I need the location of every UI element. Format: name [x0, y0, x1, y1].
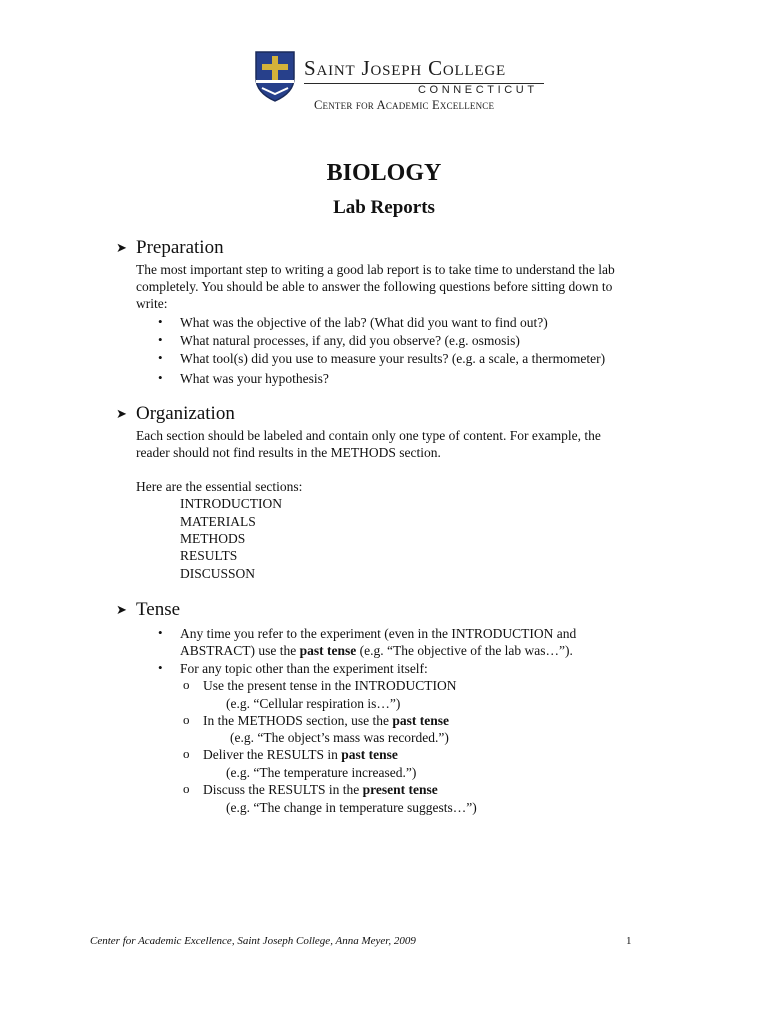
- college-state: CONNECTICUT: [418, 84, 538, 96]
- paragraph-line: Each section should be labeled and contain only one type of content. For example, the: [136, 428, 601, 443]
- example: (e.g. “The object’s mass was recorded.”): [230, 730, 449, 745]
- emphasis: past tense: [341, 747, 398, 762]
- section-arrow-icon: ➤: [116, 602, 127, 617]
- text-run: Use the present tense in the INTRODUCTION: [203, 678, 457, 693]
- paragraph-line: write:: [136, 296, 168, 311]
- section-arrow-icon: ➤: [116, 240, 127, 255]
- bullet-icon: •: [158, 625, 163, 640]
- emphasis: present tense: [362, 782, 438, 797]
- college-logo: [254, 50, 554, 115]
- page-number: 1: [626, 935, 632, 947]
- example: (e.g. “Cellular respiration is…”): [226, 696, 401, 711]
- list-item: What natural processes, if any, did you observe? (e.g. osmosis): [180, 333, 520, 348]
- page-subtitle: Lab Reports: [333, 197, 435, 218]
- text-run: Deliver the RESULTS in: [203, 747, 342, 762]
- college-shield-icon: [254, 50, 296, 102]
- list-item: INTRODUCTION: [180, 496, 282, 511]
- section-heading-tense: Tense: [136, 599, 181, 620]
- list-item: What was the objective of the lab? (What did you want to find out?): [180, 315, 548, 330]
- bullet-icon: •: [158, 314, 163, 329]
- list-item: Any time you refer to the experiment (even in the INTRODUCTION and: [180, 626, 577, 641]
- list-item: METHODS: [180, 531, 246, 546]
- bullet-icon: •: [158, 350, 163, 365]
- list-item: What tool(s) did you use to measure your results? (e.g. a scale, a thermometer): [180, 351, 606, 366]
- paragraph-line: The most important step to writing a good lab report is to take time to understand the lab: [136, 262, 615, 277]
- page-title: BIOLOGY: [326, 160, 442, 186]
- sub-list-item: [203, 677, 456, 694]
- college-name: Saint Joseph College: [304, 56, 507, 80]
- list-item: For any topic other than the experiment itself:: [180, 661, 428, 676]
- sub-list-item: [203, 746, 398, 763]
- page-footer: Center for Academic Excellence, Saint Joseph College, Anna Meyer, 2009: [90, 935, 416, 947]
- text-run: Discuss the RESULTS in the: [203, 782, 363, 797]
- circle-bullet-icon: o: [183, 781, 190, 796]
- circle-bullet-icon: o: [183, 746, 190, 761]
- sub-list-item: [203, 712, 449, 729]
- list-item: RESULTS: [180, 548, 238, 563]
- circle-bullet-icon: o: [183, 712, 190, 727]
- bullet-icon: •: [158, 370, 163, 385]
- list-item: DISCUSSON: [180, 566, 256, 581]
- paragraph-line: Here are the essential sections:: [136, 479, 303, 494]
- list-item: What was your hypothesis?: [180, 371, 329, 386]
- bullet-icon: •: [158, 332, 163, 347]
- section-arrow-icon: ➤: [116, 406, 127, 421]
- center-name: Center for Academic Excellence: [314, 98, 495, 112]
- text-run: In the METHODS section, use the: [203, 713, 393, 728]
- paragraph-line: reader should not find results in the METHODS section.: [136, 445, 441, 460]
- section-heading-preparation: Preparation: [136, 237, 224, 258]
- paragraph-line: completely. You should be able to answer the following questions before sitting down to: [136, 279, 613, 294]
- list-item-continued: [180, 642, 573, 659]
- example: (e.g. “The temperature increased.”): [226, 765, 417, 780]
- circle-bullet-icon: o: [183, 677, 190, 692]
- emphasis: past tense: [299, 643, 357, 658]
- text-run: ABSTRACT) use the: [180, 643, 300, 658]
- list-item: MATERIALS: [180, 514, 256, 529]
- emphasis: past tense: [392, 713, 449, 728]
- section-heading-organization: Organization: [136, 403, 235, 424]
- bullet-icon: •: [158, 660, 163, 675]
- example: (e.g. “The change in temperature suggests…”): [226, 800, 477, 815]
- sub-list-item: [203, 781, 438, 798]
- text-run: (e.g. “The objective of the lab was…”).: [356, 643, 573, 658]
